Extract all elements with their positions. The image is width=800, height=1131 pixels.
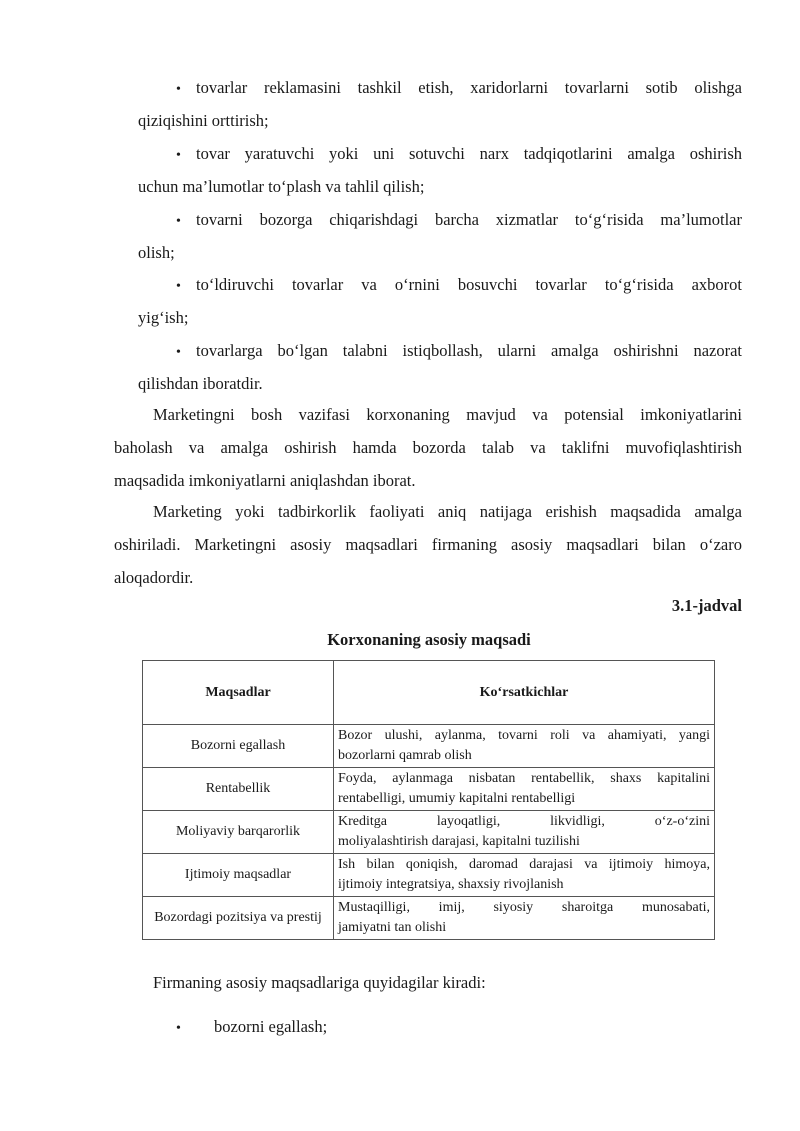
bullet-continuation: qiziqishini orttirish; — [138, 111, 269, 130]
bullet-text: tovarlarga bo‘lgan talabni istiqbollash, ularni amalga oshirishni nazorat — [196, 341, 742, 360]
bullet-continuation: olish; — [138, 243, 175, 262]
paragraph-line: maqsadida imkoniyatlarni aniqlashdan iborat. — [114, 471, 416, 490]
indicator-cell — [334, 854, 715, 897]
table-row — [143, 811, 715, 854]
goal-cell: Bozordagi pozitsiya va prestij — [143, 897, 334, 940]
bullet-icon: • — [176, 279, 181, 294]
indicator-line: moliyalashtirish darajasi, kapitalni tuzilishi — [338, 834, 580, 849]
indicator-line: Foyda, aylanmaga nisbatan rentabellik, shaxs kapitalini — [338, 771, 710, 786]
bullet-item-4 — [176, 268, 742, 303]
bullet-icon: • — [176, 1021, 181, 1036]
bullet-icon: • — [176, 214, 181, 229]
table-title: Korxonaning asosiy maqsadi — [327, 630, 531, 649]
bullet-continuation: uchun ma’lumotlar to‘plash va tahlil qilish; — [138, 177, 425, 196]
bullet-text: to‘ldiruvchi tovarlar va o‘rnini bosuvchi tovarlar to‘g‘risida axborot — [196, 275, 742, 294]
indicator-line: bozorlarni qamrab olish — [338, 748, 472, 763]
indicator-line: Bozor ulushi, aylanma, tovarni roli va ahamiyati, yangi — [338, 728, 710, 743]
bullet-item-5 — [176, 334, 742, 369]
bullet-text: tovarlar reklamasini tashkil etish, xaridorlarni tovarlarni sotib olishga — [196, 78, 742, 97]
indicator-line: Kreditga layoqatligi, likvidligi, o‘z-o‘zini — [338, 814, 710, 829]
header-indicators: Ko‘rsatkichlar — [334, 661, 715, 725]
bullet-continuation: qilishdan iboratdir. — [138, 374, 263, 393]
bullet-text: tovar yaratuvchi yoki uni sotuvchi narx tadqiqotlarini amalga oshirish — [196, 144, 742, 163]
table-row — [143, 768, 715, 811]
goal-cell: Bozorni egallash — [143, 725, 334, 768]
bullet-item-3 — [176, 203, 742, 238]
bullet-text: bozorni egallash; — [214, 1017, 328, 1036]
indicator-line: jamiyatni tan olishi — [338, 920, 447, 935]
paragraph-line: oshiriladi. Marketingni asosiy maqsadlari firmaning asosiy maqsadlari bilan o‘zaro — [114, 535, 742, 554]
table-row — [143, 854, 715, 897]
closing-bullet-item — [176, 1010, 327, 1045]
bullet-icon: • — [176, 148, 181, 163]
closing-paragraph: Firmaning asosiy maqsadlariga quyidagilar kiradi: — [153, 973, 486, 992]
goal-cell: Moliyaviy barqarorlik — [143, 811, 334, 854]
table-row — [143, 725, 715, 768]
goals-table — [142, 660, 715, 940]
indicator-cell — [334, 725, 715, 768]
goal-cell: Ijtimoiy maqsadlar — [143, 854, 334, 897]
bullet-continuation: yig‘ish; — [138, 308, 189, 327]
table-row — [143, 897, 715, 940]
indicator-line: Ish bilan qoniqish, daromad darajasi va ijtimoiy himoya, — [338, 857, 710, 872]
paragraph-line: baholash va amalga oshirish hamda bozorda talab va taklifni muvofiqlashtirish — [114, 438, 742, 457]
table-header-row — [143, 661, 715, 725]
indicator-cell — [334, 811, 715, 854]
indicator-cell — [334, 768, 715, 811]
indicator-line: rentabelligi, umumiy kapitalni rentabelligi — [338, 791, 576, 806]
indicator-cell — [334, 897, 715, 940]
bullet-item-1 — [176, 71, 742, 106]
bullet-text: tovarni bozorga chiqarishdagi barcha xizmatlar to‘g‘risida ma’lumotlar — [196, 210, 742, 229]
bullet-item-2 — [176, 137, 742, 172]
bullet-icon: • — [176, 82, 181, 97]
indicator-line: Mustaqilligi, imij, siyosiy sharoitga munosabati, — [338, 900, 710, 915]
bullet-icon: • — [176, 345, 181, 360]
goal-cell: Rentabellik — [143, 768, 334, 811]
header-goals: Maqsadlar — [143, 661, 334, 725]
table-number: 3.1-jadval — [671, 596, 742, 615]
paragraph-line: Marketing yoki tadbirkorlik faoliyati aniq natijaga erishish maqsadida amalga — [153, 502, 742, 521]
indicator-line: ijtimoiy integratsiya, shaxsiy rivojlanish — [338, 877, 564, 892]
paragraph-line: Marketingni bosh vazifasi korxonaning mavjud va potensial imkoniyatlarini — [153, 405, 742, 424]
paragraph-line: aloqadordir. — [114, 568, 194, 587]
